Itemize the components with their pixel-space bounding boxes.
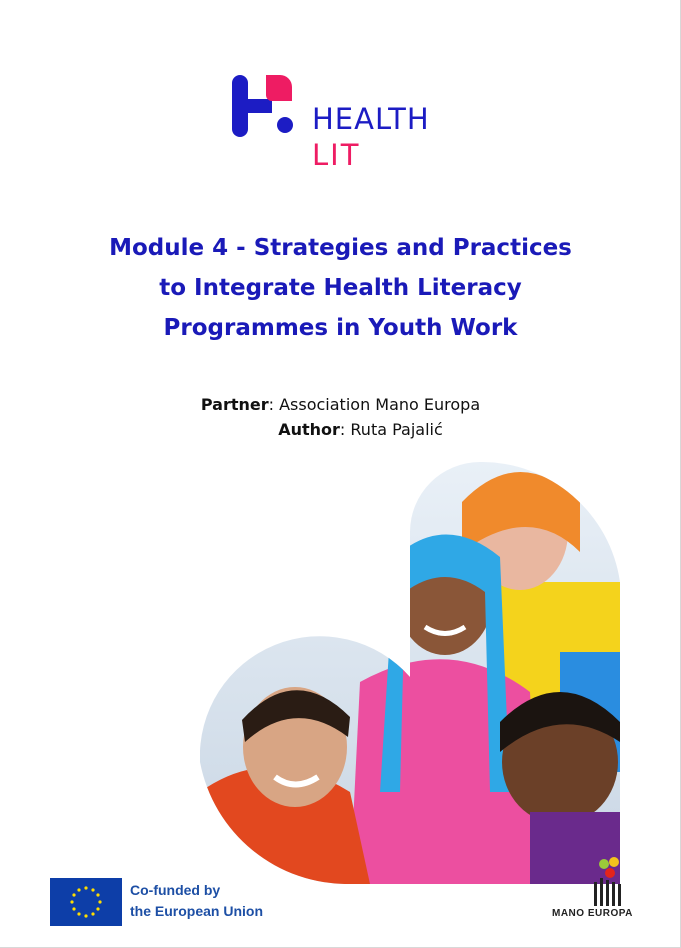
eu-line-1: Co-funded by <box>130 882 221 898</box>
author-label: Author <box>278 420 340 439</box>
mano-europa-logo <box>548 856 668 926</box>
eu-text <box>130 880 263 922</box>
eu-flag-icon <box>50 878 122 926</box>
logo-word-lit: LIT <box>312 138 361 172</box>
health-lit-logo <box>230 75 470 175</box>
title-line-3: Programmes in Youth Work <box>163 315 518 341</box>
health-lit-logo-mark-icon <box>230 75 300 137</box>
author-line <box>0 417 681 442</box>
youth-group-photo <box>200 462 620 884</box>
logo-word-health: HEALTH <box>312 102 430 136</box>
partner-line <box>0 392 681 417</box>
credits <box>0 392 681 442</box>
eu-line-2: the European Union <box>130 903 263 919</box>
partner-label: Partner <box>200 395 269 414</box>
title-line-2: to Integrate Health Literacy <box>159 275 522 301</box>
mano-europa-logo-icon <box>548 856 668 908</box>
mano-europa-label: MANO EUROPA <box>552 908 633 919</box>
eu-cofunded-badge <box>50 878 330 926</box>
partner-value: : Association Mano Europa <box>268 395 481 414</box>
module-title <box>40 228 641 348</box>
title-line-1: Module 4 - Strategies and Practices <box>109 235 572 261</box>
author-value: : Ruta Pajalić <box>339 420 443 439</box>
